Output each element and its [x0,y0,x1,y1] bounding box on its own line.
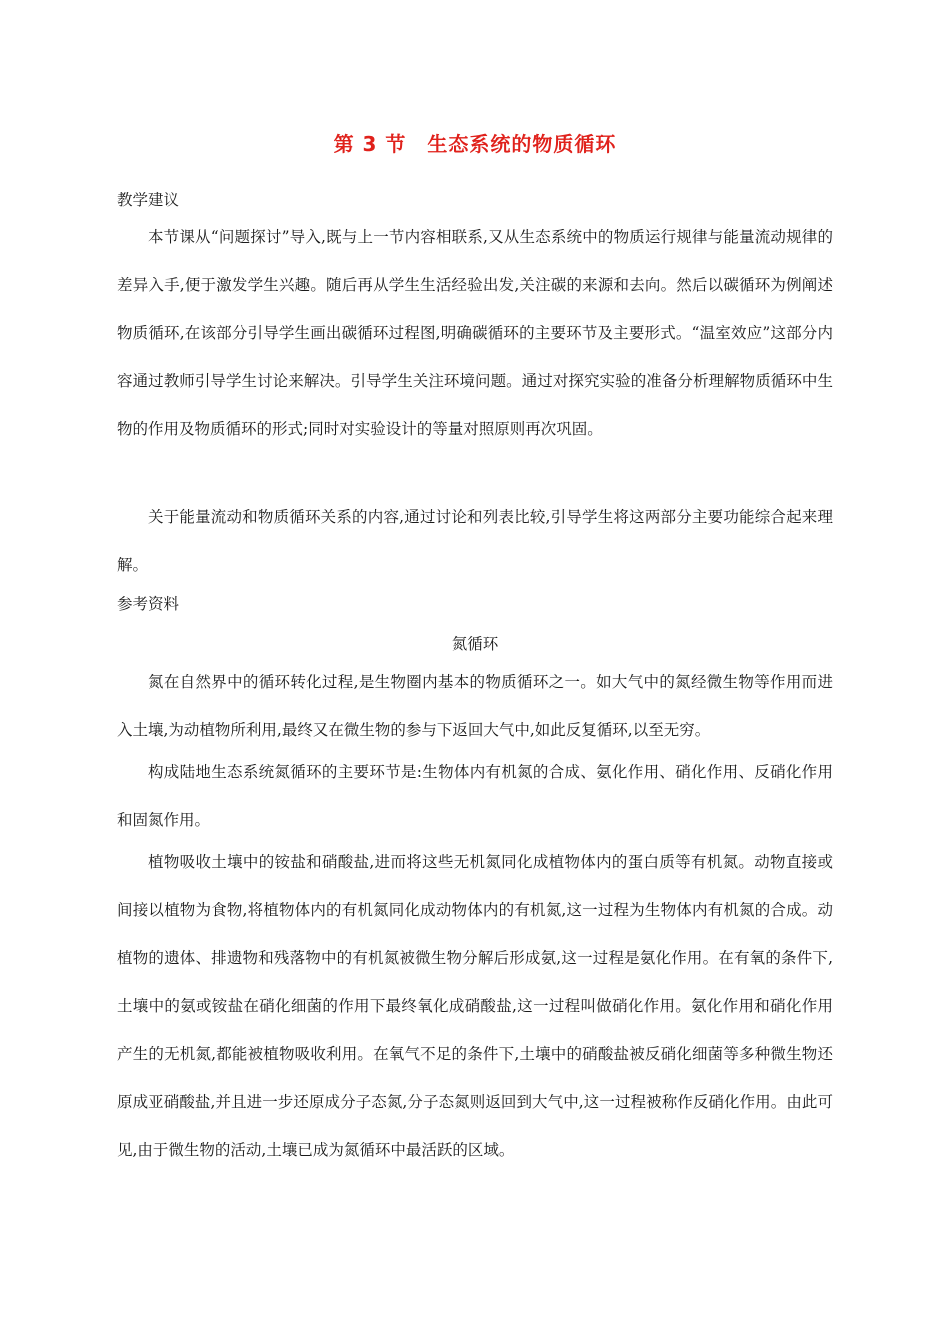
section-heading-reference: 参考资料 [117,595,180,613]
teaching-paragraph-2: 关于能量流动和物质循环关系的内容,通过讨论和列表比较,引导学生将这两部分主要功能综合起来理解。 [117,508,833,574]
reference-paragraph-3: 植物吸收土壤中的铵盐和硝酸盐,进而将这些无机氮同化成植物体内的蛋白质等有机氮。动物直接或间接以植物为食物,将植物体内的有机氮同化成动物体内的有机氮,这一过程为生物体内有机氮的合成。动植物的遗体、排遗物和残落物中的有机氮被微生物分解后形成氨,这一过程是氨化作用。在有氧的条件下,土壤中的氨或铵盐在硝化细菌的作用下最终氧化成硝酸盐,这一过程叫做硝化作用。氨化作用和硝化作用产生的无机氮,都能被植物吸收利用。在氧气不足的条件下,土壤中的硝酸盐被反硝化细菌等多种微生物还原成亚硝酸盐,并且进一步还原成分子态氮,分子态氮则返回到大气中,这一过程被称作反硝化作用。由此可见,由于微生物的活动,土壤已成为氮循环中最活跃的区域。 [117,853,833,1159]
reference-paragraph-2: 构成陆地生态系统氮循环的主要环节是:生物体内有机氮的合成、氨化作用、硝化作用、反硝化作用和固氮作用。 [117,763,833,829]
reference-subtitle: 氮循环 [451,635,499,653]
reference-paragraph-1: 氮在自然界中的循环转化过程,是生物圈内基本的物质循环之一。如大气中的氮经微生物等作用而进入土壤,为动植物所利用,最终又在微生物的参与下返回大气中,如此反复循环,以至无穷。 [117,673,833,739]
page-title: 第 3 节 生态系统的物质循环 [333,132,617,156]
section-heading-teaching: 教学建议 [117,191,180,209]
teaching-paragraph-1: 本节课从“问题探讨”导入,既与上一节内容相联系,又从生态系统中的物质运行规律与能量流动规律的差异入手,便于激发学生兴趣。随后再从学生生活经验出发,关注碳的来源和去向。然后以碳循环为例阐述物质循环,在该部分引导学生画出碳循环过程图,明确碳循环的主要环节及主要形式。“温室效应”这部分内容通过教师引导学生讨论来解决。引导学生关注环境问题。通过对探究实验的准备分析理解物质循环中生物的作用及物质循环的形式;同时对实验设计的等量对照原则再次巩固。 [117,228,833,438]
